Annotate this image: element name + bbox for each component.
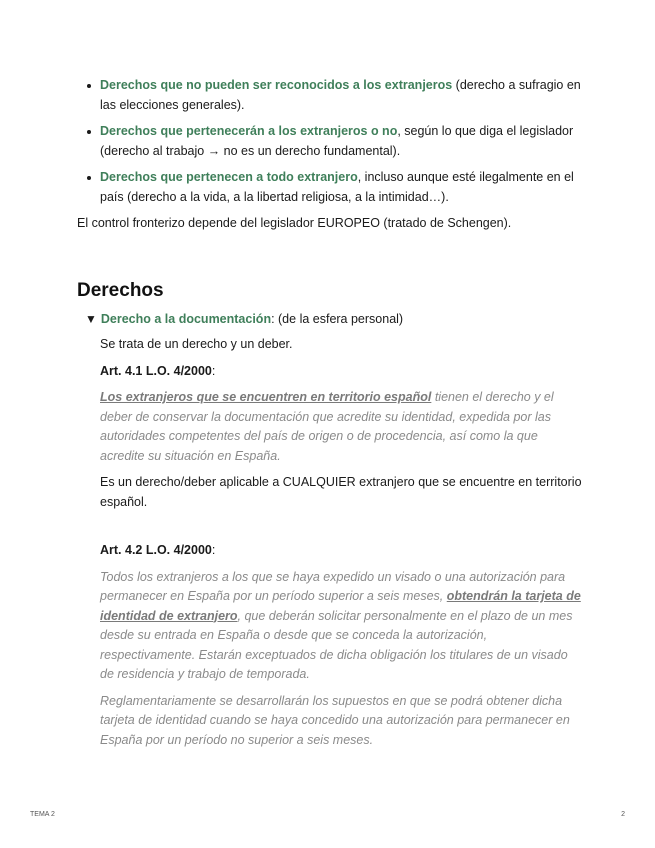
article-quote: Todos los extranjeros a los que se haya expedido un visado o una autorización para permanecer en España por un período superior a seis meses, obtendrán la tarjeta de identidad de extranjero, que deberán solicitar personalmente en el plazo de un mes desde su entrada en España o desde que se conceda la autorización, respectivamente. Estarán exceptuados de dicha obligación los titulares de un visado de residencia y trabajo de temporada. xyxy=(100,569,581,681)
document-page xyxy=(77,76,582,757)
border-control-paragraph: El control fronterizo depende del legislador EUROPEO (tratado de Schengen). xyxy=(77,216,512,230)
toggle-triangle-icon[interactable]: ▼ xyxy=(85,311,97,326)
footer-left: TEMA 2 xyxy=(30,811,55,818)
list-item-strong: Derechos que no pueden ser reconocidos a los extranjeros xyxy=(100,78,453,92)
list-item xyxy=(100,122,582,161)
toggle-suffix: : (de la esfera personal) xyxy=(271,311,404,326)
article-heading: Art. 4.2 L.O. 4/2000: xyxy=(100,543,216,557)
list-item-strong: Derechos que pertenecen a todo extranjero xyxy=(100,170,358,184)
article-heading: Art. 4.1 L.O. 4/2000: xyxy=(100,363,216,378)
section-title: Derechos xyxy=(77,279,164,301)
toggle-title: Derecho a la documentación xyxy=(100,311,272,326)
toggle-header[interactable] xyxy=(85,310,582,330)
list-item-text: (derecho a sufragio en las elecciones generales). xyxy=(100,78,581,112)
intro-text: Se trata de un derecho y un deber. xyxy=(100,337,293,351)
article-note: Es un derecho/deber aplicable a CUALQUIER extranjero que se encuentre en territorio español. xyxy=(100,475,582,509)
rights-list xyxy=(77,76,582,207)
list-item xyxy=(100,76,582,115)
list-item-strong: Derechos que pertenecerán a los extranjeros o no xyxy=(100,124,398,138)
article-quote: Los extranjeros que se encuentren en territorio español tienen el derecho y el deber de conservar la documentación que acredite su identidad, expedida por las autoridades competentes del país de origen o de procedencia, así como la que acredite su situación en España. xyxy=(100,390,554,463)
documentation-toggle xyxy=(85,310,582,751)
list-item-text: , incluso aunque esté ilegalmente en el país (derecho a la vida, a la libertad religiosa, a la intimidad…). xyxy=(100,170,574,204)
toggle-body xyxy=(100,335,582,750)
list-item xyxy=(100,168,582,207)
page-number: 2 xyxy=(621,811,625,818)
article-quote: Reglamentariamente se desarrollarán los supuestos en que se podrá obtener dicha tarjeta de identidad cuando se haya concedido una autorización para permanecer en España por un período no superior a seis meses. xyxy=(100,693,570,747)
list-item-text: , según lo que diga el legislador (derecho al trabajo → no es un derecho fundamental). xyxy=(100,124,574,158)
